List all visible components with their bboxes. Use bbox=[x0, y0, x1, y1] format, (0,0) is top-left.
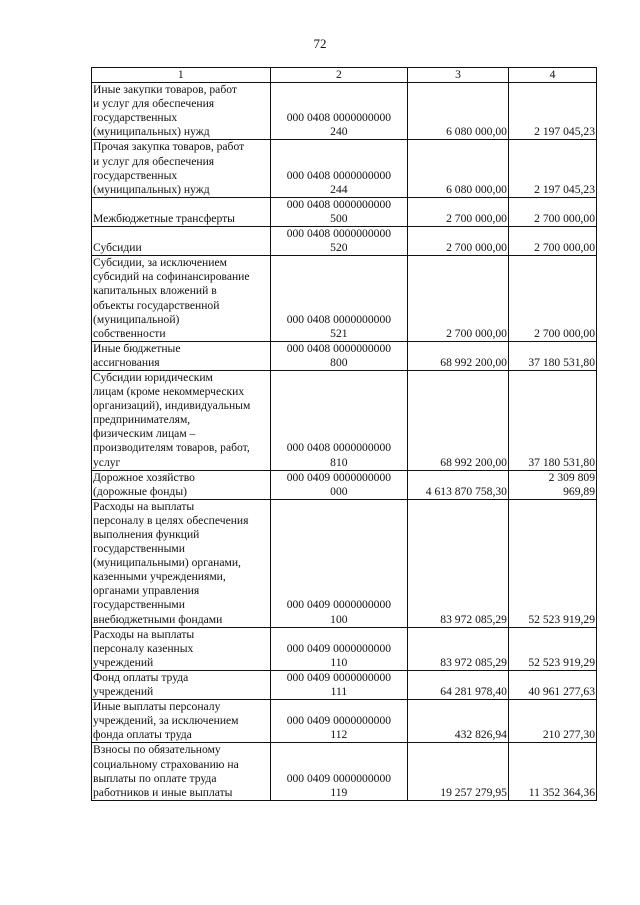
row-name-cell: Субсидии bbox=[92, 227, 271, 256]
row-value-3-cell: 6 080 000,00 bbox=[408, 140, 509, 197]
table-row bbox=[92, 700, 597, 743]
table-header-row bbox=[92, 68, 597, 83]
row-name-cell: Дорожное хозяйство (дорожные фонды) bbox=[92, 470, 271, 499]
row-code-cell: 000 0408 0000000000 520 bbox=[270, 227, 408, 256]
row-name-cell: Субсидии, за исключением субсидий на софинансирование капитальных вложений в объекты государственной (муниципальной) собственности bbox=[92, 256, 271, 342]
row-value-3-cell: 64 281 978,40 bbox=[408, 670, 509, 699]
row-name-cell: Иные закупки товаров, работ и услуг для обеспечения государственных (муниципальных) нужд bbox=[92, 83, 271, 140]
page-number: 72 bbox=[313, 36, 327, 51]
row-name-cell: Иные выплаты персоналу учреждений, за исключением фонда оплаты труда bbox=[92, 700, 271, 743]
table-row bbox=[92, 256, 597, 342]
row-code-cell: 000 0408 0000000000 240 bbox=[270, 83, 408, 140]
budget-table-body bbox=[92, 68, 597, 801]
row-name-cell: Фонд оплаты труда учреждений bbox=[92, 670, 271, 699]
row-value-3-cell: 2 700 000,00 bbox=[408, 227, 509, 256]
row-value-4-cell: 2 197 045,23 bbox=[508, 83, 596, 140]
column-header-3: 3 bbox=[408, 68, 509, 83]
row-code-cell: 000 0409 0000000000 119 bbox=[270, 743, 408, 800]
row-value-3-cell: 68 992 200,00 bbox=[408, 341, 509, 370]
row-value-3-cell: 2 700 000,00 bbox=[408, 256, 509, 342]
column-header-2: 2 bbox=[270, 68, 408, 83]
row-code-cell: 000 0408 0000000000 521 bbox=[270, 256, 408, 342]
row-code-cell: 000 0409 0000000000 112 bbox=[270, 700, 408, 743]
row-value-3-cell: 68 992 200,00 bbox=[408, 370, 509, 470]
row-value-4-cell: 2 197 045,23 bbox=[508, 140, 596, 197]
row-value-4-cell: 37 180 531,80 bbox=[508, 370, 596, 470]
row-value-4-cell: 2 700 000,00 bbox=[508, 227, 596, 256]
row-name-cell: Иные бюджетные ассигнования bbox=[92, 341, 271, 370]
row-value-3-cell: 432 826,94 bbox=[408, 700, 509, 743]
row-value-4-cell: 37 180 531,80 bbox=[508, 341, 596, 370]
row-code-cell: 000 0409 0000000000 000 bbox=[270, 470, 408, 499]
row-value-4-cell: 2 700 000,00 bbox=[508, 197, 596, 226]
row-name-cell: Расходы на выплаты персоналу казенных учреждений bbox=[92, 627, 271, 670]
row-value-3-cell: 4 613 870 758,30 bbox=[408, 470, 509, 499]
row-value-4-cell: 2 700 000,00 bbox=[508, 256, 596, 342]
row-code-cell: 000 0408 0000000000 800 bbox=[270, 341, 408, 370]
row-code-cell: 000 0408 0000000000 810 bbox=[270, 370, 408, 470]
row-value-4-cell: 52 523 919,29 bbox=[508, 627, 596, 670]
table-row bbox=[92, 140, 597, 197]
row-code-cell: 000 0409 0000000000 100 bbox=[270, 499, 408, 627]
column-header-1: 1 bbox=[92, 68, 271, 83]
row-code-cell: 000 0408 0000000000 244 bbox=[270, 140, 408, 197]
row-value-4-cell: 52 523 919,29 bbox=[508, 499, 596, 627]
row-value-4-cell: 11 352 364,36 bbox=[508, 743, 596, 800]
table-row bbox=[92, 197, 597, 226]
table-row bbox=[92, 499, 597, 627]
row-value-3-cell: 83 972 085,29 bbox=[408, 499, 509, 627]
row-code-cell: 000 0408 0000000000 500 bbox=[270, 197, 408, 226]
table-row bbox=[92, 83, 597, 140]
table-row bbox=[92, 627, 597, 670]
row-name-cell: Межбюджетные трансферты bbox=[92, 197, 271, 226]
budget-table bbox=[91, 67, 597, 801]
row-name-cell: Взносы по обязательному социальному страхованию на выплаты по оплате труда работников и иные выплаты bbox=[92, 743, 271, 800]
table-row bbox=[92, 670, 597, 699]
row-value-3-cell: 19 257 279,95 bbox=[408, 743, 509, 800]
row-value-3-cell: 83 972 085,29 bbox=[408, 627, 509, 670]
table-row bbox=[92, 341, 597, 370]
row-value-4-cell: 40 961 277,63 bbox=[508, 670, 596, 699]
row-value-4-cell: 2 309 809 969,89 bbox=[508, 470, 596, 499]
table-row bbox=[92, 370, 597, 470]
row-code-cell: 000 0409 0000000000 110 bbox=[270, 627, 408, 670]
row-code-cell: 000 0409 0000000000 111 bbox=[270, 670, 408, 699]
row-name-cell: Прочая закупка товаров, работ и услуг для обеспечения государственных (муниципальных) нужд bbox=[92, 140, 271, 197]
row-name-cell: Субсидии юридическим лицам (кроме некоммерческих организаций), индивидуальным предпринимателям, физическим лицам – производителям товаров, работ, услуг bbox=[92, 370, 271, 470]
column-header-4: 4 bbox=[508, 68, 596, 83]
table-row bbox=[92, 470, 597, 499]
table-row bbox=[92, 743, 597, 800]
row-value-4-cell: 210 277,30 bbox=[508, 700, 596, 743]
row-value-3-cell: 2 700 000,00 bbox=[408, 197, 509, 226]
row-value-3-cell: 6 080 000,00 bbox=[408, 83, 509, 140]
table-row bbox=[92, 227, 597, 256]
row-name-cell: Расходы на выплаты персоналу в целях обеспечения выполнения функций государственными (муниципальными) органами, казенными учреждениями, органами управления государственными внебюджетными фондами bbox=[92, 499, 271, 627]
